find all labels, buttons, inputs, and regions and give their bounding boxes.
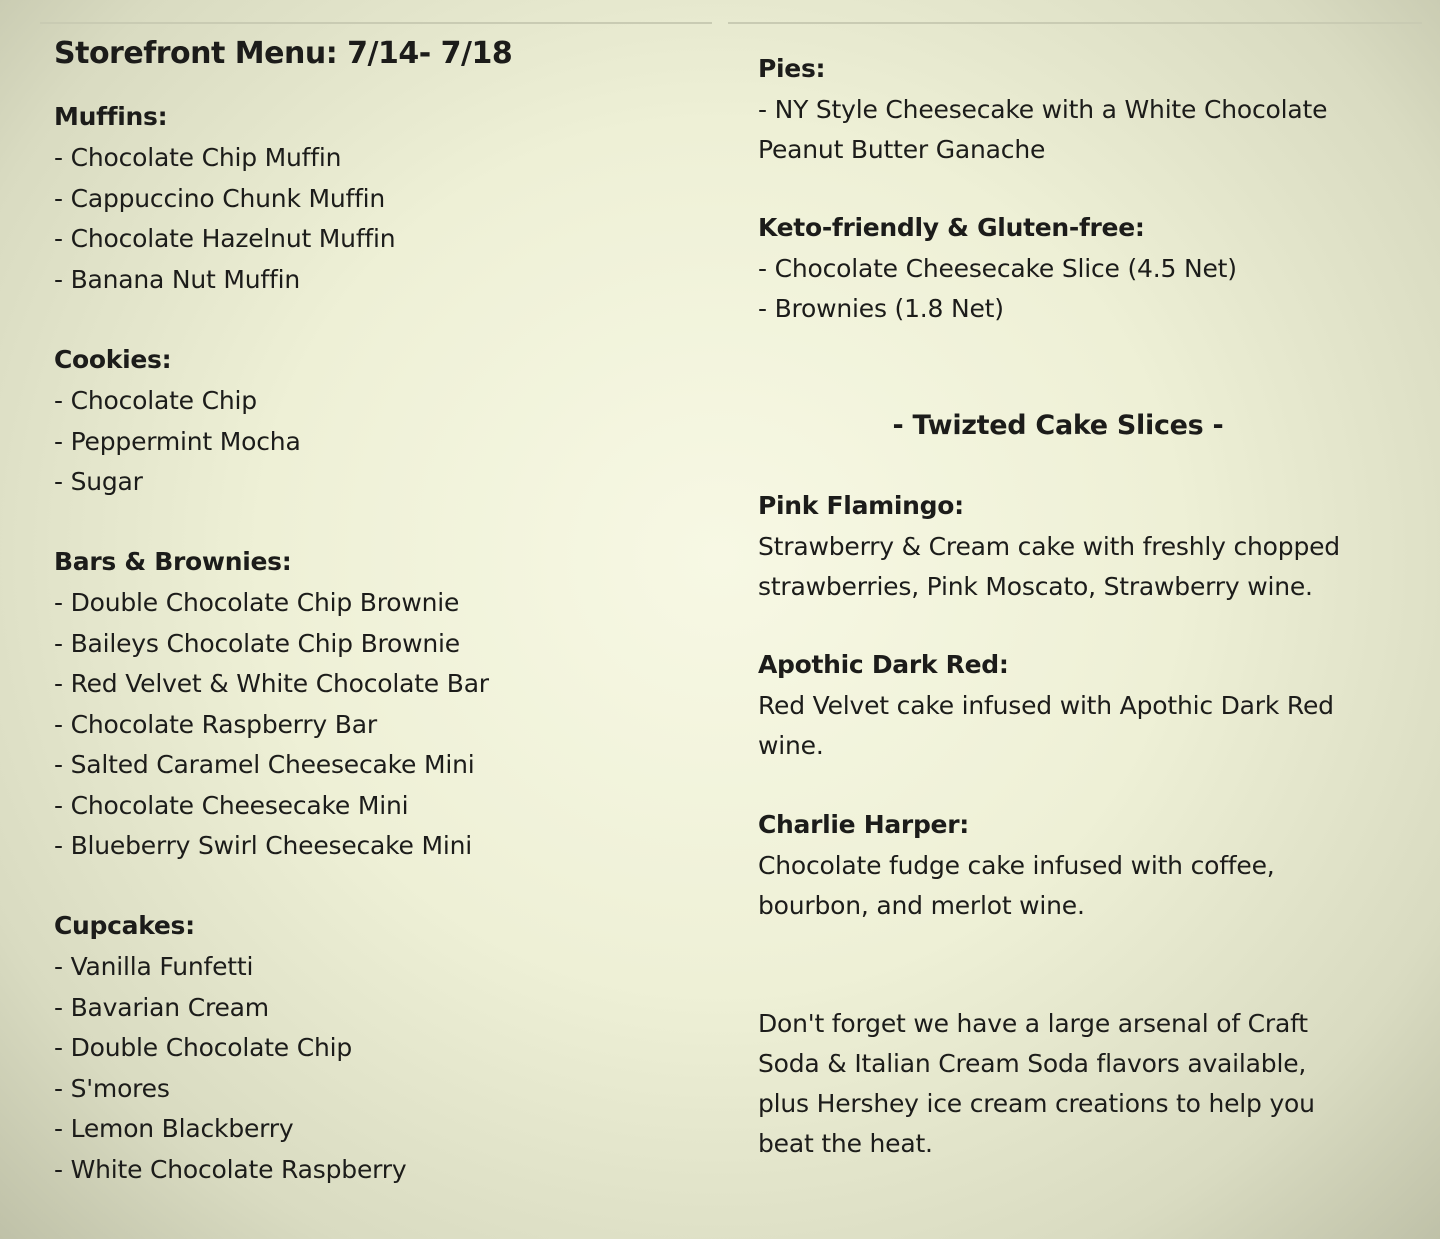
- top-divider-left: [40, 22, 712, 24]
- cupcakes-heading: Cupcakes:: [54, 911, 195, 940]
- apothic-dark-red-heading: Apothic Dark Red:: [758, 650, 1009, 679]
- text-line: wine.: [758, 731, 824, 760]
- text-line: Peanut Butter Ganache: [758, 135, 1046, 164]
- pink-flamingo-description: [758, 527, 1398, 607]
- menu-item: - Red Velvet & White Chocolate Bar: [54, 669, 489, 698]
- menu-item: - Banana Nut Muffin: [54, 265, 301, 294]
- menu-item: - Chocolate Cheesecake Slice (4.5 Net): [758, 254, 1237, 283]
- menu-item: - Lemon Blackberry: [54, 1114, 294, 1143]
- menu-item: - Bavarian Cream: [54, 993, 269, 1022]
- text-line: plus Hershey ice cream creations to help you: [758, 1089, 1315, 1118]
- text-line: Soda & Italian Cream Soda flavors available,: [758, 1049, 1307, 1078]
- menu-item: - Vanilla Funfetti: [54, 952, 254, 981]
- text-line: Don't forget we have a large arsenal of Craft: [758, 1009, 1308, 1038]
- menu-item: - Chocolate Chip Muffin: [54, 143, 342, 172]
- muffins-heading: Muffins:: [54, 102, 168, 131]
- text-line: bourbon, and merlot wine.: [758, 891, 1085, 920]
- pies-heading: Pies:: [758, 54, 826, 83]
- menu-item: - Chocolate Chip: [54, 386, 257, 415]
- menu-item: - Double Chocolate Chip: [54, 1033, 353, 1062]
- menu-title: Storefront Menu: 7/14- 7/18: [54, 36, 513, 71]
- menu-item: - Cappuccino Chunk Muffin: [54, 184, 386, 213]
- menu-item: - White Chocolate Raspberry: [54, 1155, 407, 1184]
- pies-description: [758, 90, 1398, 170]
- menu-item: - Blueberry Swirl Cheesecake Mini: [54, 831, 472, 860]
- charlie-harper-heading: Charlie Harper:: [758, 810, 969, 839]
- menu-item: - Chocolate Raspberry Bar: [54, 710, 377, 739]
- menu-item: - Double Chocolate Chip Brownie: [54, 588, 460, 617]
- text-line: beat the heat.: [758, 1129, 933, 1158]
- text-line: Red Velvet cake infused with Apothic Dark Red: [758, 691, 1334, 720]
- top-divider-right: [728, 22, 1422, 24]
- text-line: strawberries, Pink Moscato, Strawberry wine.: [758, 572, 1313, 601]
- text-line: Chocolate fudge cake infused with coffee,: [758, 851, 1275, 880]
- craft-soda-note: [758, 1004, 1398, 1164]
- menu-item: - Salted Caramel Cheesecake Mini: [54, 750, 475, 779]
- cookies-heading: Cookies:: [54, 345, 172, 374]
- charlie-harper-description: [758, 846, 1398, 926]
- text-line: Strawberry & Cream cake with freshly chopped: [758, 532, 1340, 561]
- menu-item: - Sugar: [54, 467, 143, 496]
- menu-item: - S'mores: [54, 1074, 170, 1103]
- menu-item: - Chocolate Cheesecake Mini: [54, 791, 409, 820]
- menu-item: - Peppermint Mocha: [54, 427, 301, 456]
- keto-heading: Keto-friendly & Gluten-free:: [758, 213, 1145, 242]
- bars-brownies-heading: Bars & Brownies:: [54, 547, 292, 576]
- text-line: - NY Style Cheesecake with a White Chocolate: [758, 95, 1328, 124]
- menu-item: - Brownies (1.8 Net): [758, 294, 1004, 323]
- twizted-cake-slices-heading: - Twizted Cake Slices -: [892, 410, 1224, 441]
- menu-item: - Baileys Chocolate Chip Brownie: [54, 629, 460, 658]
- apothic-dark-red-description: [758, 686, 1398, 766]
- pink-flamingo-heading: Pink Flamingo:: [758, 491, 964, 520]
- menu-item: - Chocolate Hazelnut Muffin: [54, 224, 396, 253]
